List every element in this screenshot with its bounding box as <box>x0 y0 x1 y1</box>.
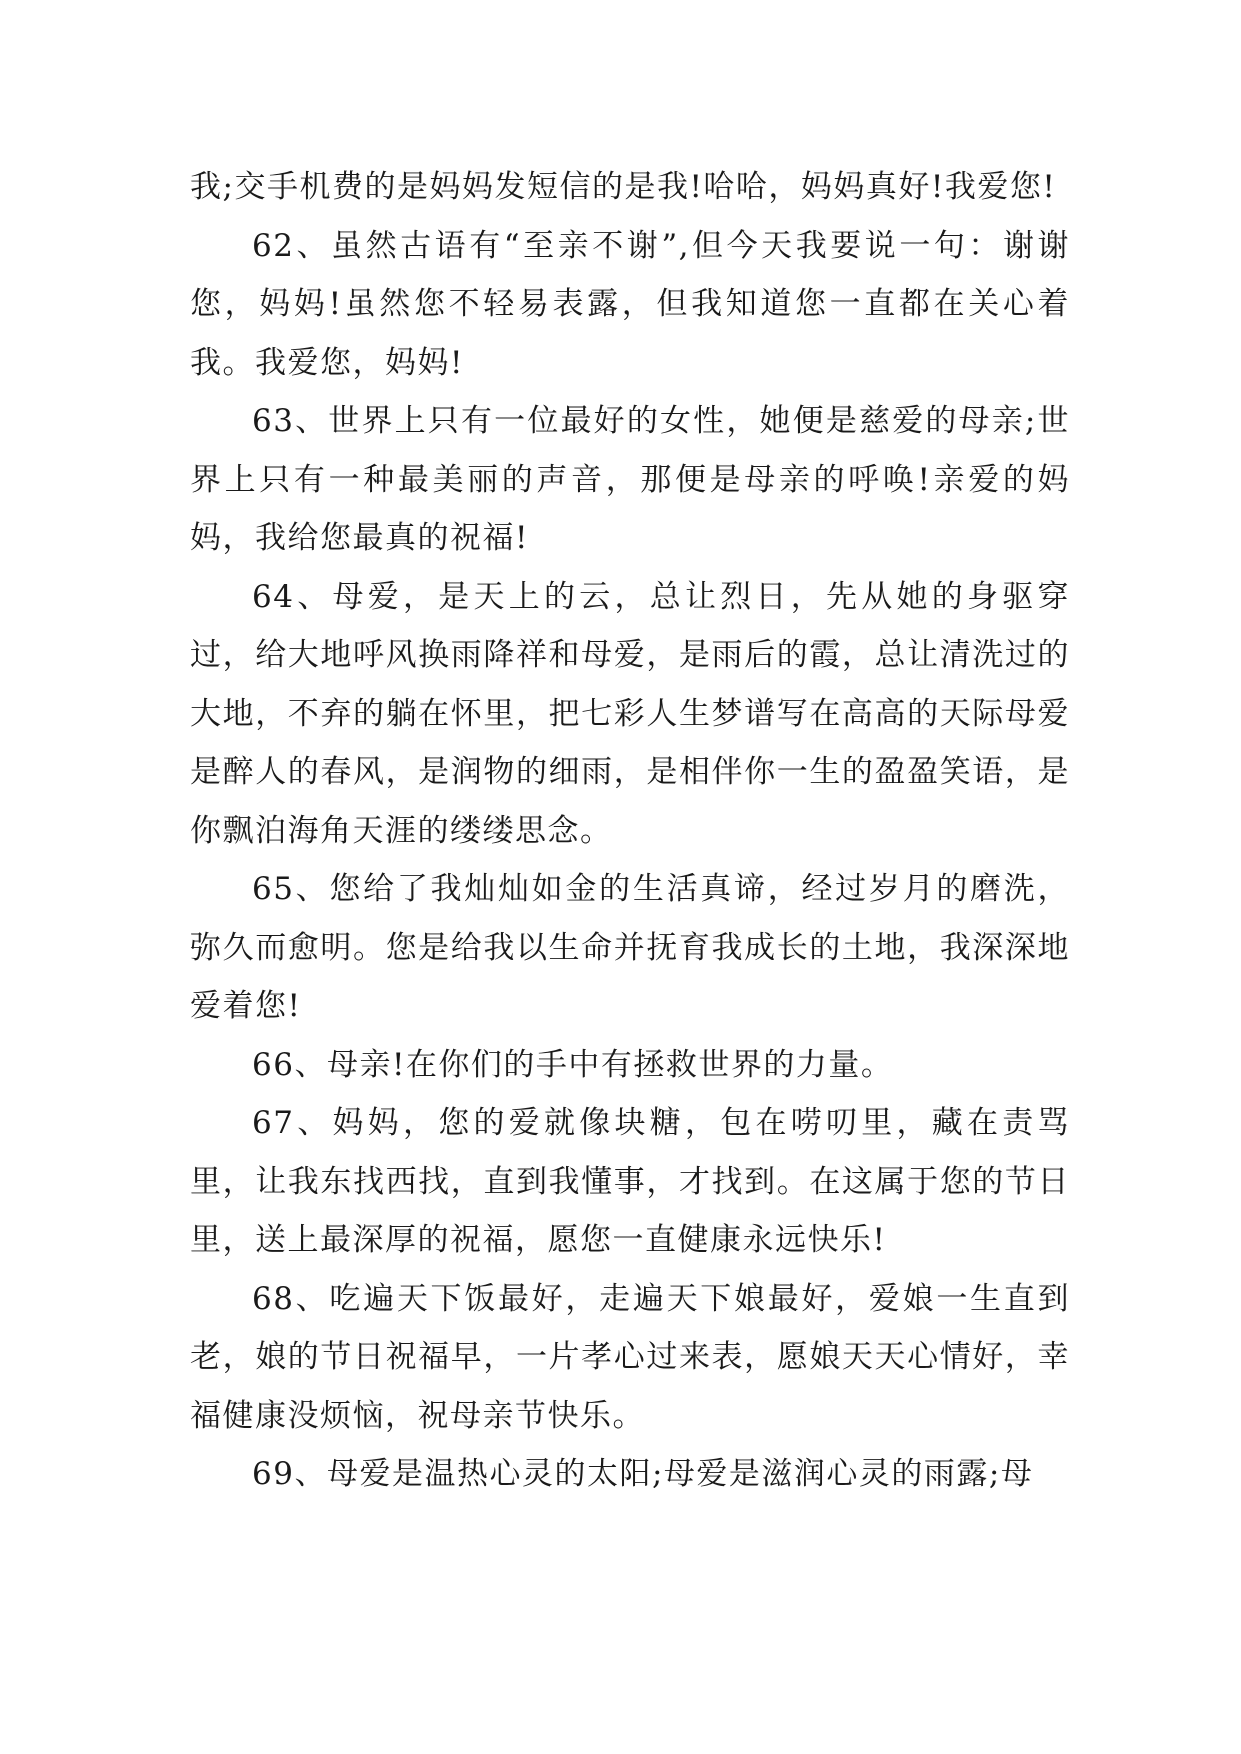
document-body <box>190 158 1070 1504</box>
paragraph-67: 67、妈妈，您的爱就像块糖，包在唠叨里，藏在责骂里，让我东找西找，直到我懂事，才找到。在这属于您的节日里，送上最深厚的祝福，愿您一直健康永远快乐! <box>190 1105 1070 1258</box>
paragraph-66: 66、母亲!在你们的手中有拯救世界的力量。 <box>252 1046 894 1083</box>
paragraph-continuation: 我;交手机费的是妈妈发短信的是我!哈哈，妈妈真好!我爱您! <box>190 169 1057 205</box>
paragraph-63: 63、世界上只有一位最好的女性，她便是慈爱的母亲;世界上只有一种最美丽的声音，那便是母亲的呼唤!亲爱的妈妈，我给您最真的祝福! <box>190 403 1070 556</box>
paragraph-69: 69、母爱是温热心灵的太阳;母爱是滋润心灵的雨露;母 <box>252 1456 1034 1492</box>
paragraph-62: 62、虽然古语有“至亲不谢”,但今天我要说一句：谢谢您，妈妈!虽然您不轻易表露，但我知道您一直都在关心着我。我爱您，妈妈! <box>190 227 1070 381</box>
paragraph-68: 68、吃遍天下饭最好，走遍天下娘最好，爱娘一生直到老，娘的节日祝福早，一片孝心过来表，愿娘天天心情好，幸福健康没烦恼，祝母亲节快乐。 <box>190 1280 1070 1434</box>
paragraph-65: 65、您给了我灿灿如金的生活真谛，经过岁月的磨洗，弥久而愈明。您是给我以生命并抚育我成长的土地，我深深地爱着您! <box>190 871 1070 1024</box>
paragraph-64: 64、母爱，是天上的云，总让烈日，先从她的身驱穿过，给大地呼风换雨降祥和母爱，是雨后的霞，总让清洗过的大地，不弃的躺在怀里，把七彩人生梦谱写在高高的天际母爱是醉人的春风，是润物的细雨，是相伴你一生的盈盈笑语，是你飘泊海角天涯的缕缕思念。 <box>190 578 1070 849</box>
